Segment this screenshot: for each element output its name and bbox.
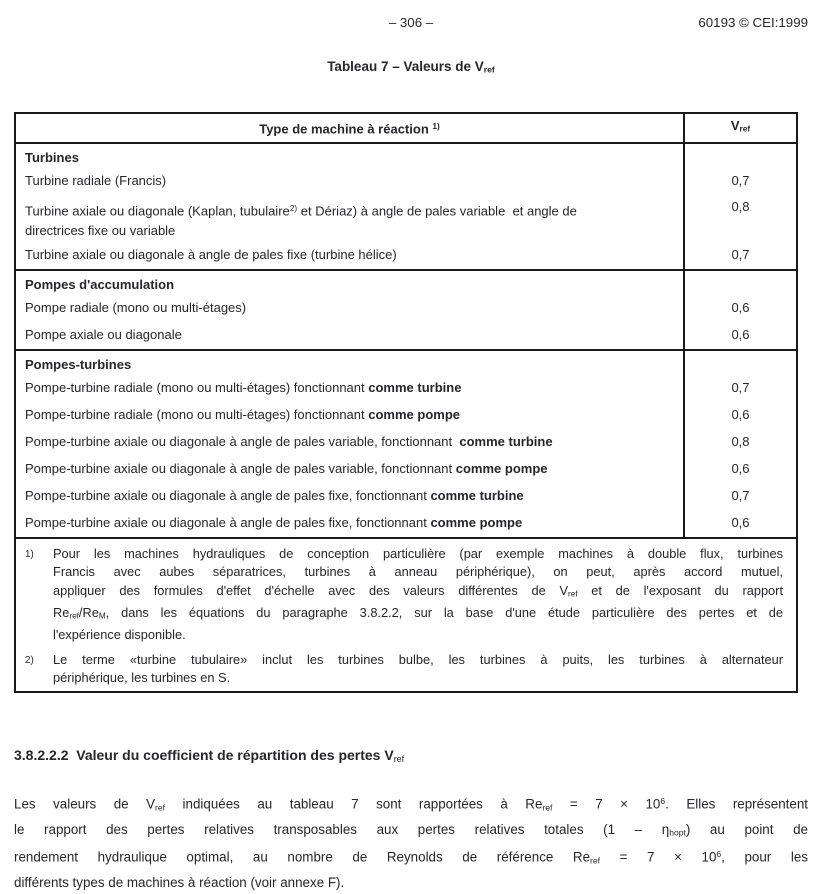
table-row xyxy=(15,483,797,510)
row-value: 0,8 xyxy=(731,433,750,449)
row-value: 0,8 xyxy=(731,199,750,215)
table-7-valeurs-vref xyxy=(14,112,798,693)
footnote-2 xyxy=(25,651,783,688)
table-row xyxy=(15,168,797,195)
table-row xyxy=(15,429,797,456)
table-row xyxy=(15,242,797,270)
row-value: 0,6 xyxy=(731,326,750,342)
column-header-vref: Vref xyxy=(684,113,797,144)
section-label: Pompes-turbines xyxy=(15,350,684,375)
table-row xyxy=(15,375,797,402)
footnote-marker: 2) xyxy=(25,654,34,666)
row-label: Pompe-turbine axiale ou diagonale à angle de pales variable, fonctionnant comme turbine xyxy=(15,429,684,456)
row-label: Pompe-turbine axiale ou diagonale à angle de pales fixe, fonctionnant comme pompe xyxy=(15,510,684,538)
row-value: 0,7 xyxy=(731,173,750,189)
section-label: Turbines xyxy=(15,143,684,168)
doc-reference: 60193 © CEI:1999 xyxy=(698,15,808,30)
row-value: 0,6 xyxy=(731,514,750,530)
row-label: Pompe radiale (mono ou multi-étages) xyxy=(15,295,684,322)
section-label: Pompes d'accumulation xyxy=(15,270,684,295)
section-value-empty xyxy=(684,350,797,375)
table-row xyxy=(15,295,797,322)
table-row xyxy=(15,456,797,483)
section-row-pompes-turbines xyxy=(15,350,797,375)
footnote-text: Le terme «turbine tubulaire» inclut les turbines bulbe, les turbines à puits, les turbines à alternateur périphérique, les turbines en S. xyxy=(53,651,783,686)
column-header-type: Type de machine à réaction $^{1)}$ xyxy=(15,113,684,144)
row-label: Pompe-turbine axiale ou diagonale à angle de pales variable, fonctionnant comme pompe xyxy=(15,456,684,483)
row-value: 0,7 xyxy=(731,487,750,503)
document-page xyxy=(14,0,808,894)
table-row xyxy=(15,402,797,429)
body-paragraph: Les valeurs de Vref indiquées au tableau 7 sont rapportées à Reref = $7 \times 10^6$. Elles représentent le rapport des pertes relatives transposables aux pertes relatives totales (1 – ηhopt) au point de rendement hydraulique optimal, au nombre de Reynolds de référence Reref = $7 \times 10^6$, pour les différents types de machines à réaction (voir annexe F). xyxy=(14,796,809,891)
row-label: Pompe-turbine axiale ou diagonale à angle de pales fixe, fonctionnant comme turbine xyxy=(15,483,684,510)
row-label: Turbine axiale ou diagonale à angle de pales fixe (turbine hélice) xyxy=(15,242,684,270)
table-row xyxy=(15,510,797,538)
section-row-turbines xyxy=(15,143,797,168)
table-header-row xyxy=(15,113,797,144)
row-label: Turbine axiale ou diagonale (Kaplan, tubulaire$^{2)}$ et Dériaz) à angle de pales variable et angle de directrices fixe ou variable xyxy=(15,195,684,242)
row-value: 0,6 xyxy=(731,406,750,422)
table-title: Tableau 7 – Valeurs de Vref xyxy=(327,59,495,75)
footnote-marker: 1) xyxy=(25,548,34,560)
page-number: – 306 – xyxy=(388,15,434,30)
page-header xyxy=(14,15,808,31)
row-label: Pompe-turbine radiale (mono ou multi-étages) fonctionnant comme pompe xyxy=(15,402,684,429)
section-heading: 3.8.2.2.2 Valeur du coefficient de répartition des pertes Vref xyxy=(14,746,405,764)
footnote-1 xyxy=(25,545,783,645)
footnotes-cell xyxy=(15,538,797,692)
row-label: Pompe-turbine radiale (mono ou multi-étages) fonctionnant comme turbine xyxy=(15,375,684,402)
section-value-empty xyxy=(684,270,797,295)
row-value: 0,7 xyxy=(731,379,750,395)
table-row xyxy=(15,322,797,350)
row-label: Turbine radiale (Francis) xyxy=(15,168,684,195)
section-row-pompes-accumulation xyxy=(15,270,797,295)
row-value: 0,6 xyxy=(731,299,750,315)
section-value-empty xyxy=(684,143,797,168)
table-row xyxy=(15,195,797,242)
footnotes-row xyxy=(15,538,797,692)
footnote-text: Pour les machines hydrauliques de conception particulière (par exemple machines à double flux, turbines Francis avec aubes séparatrices, turbines à anneau périphérique), on peut, après accord mutuel, appliquer des formules d'effet d'échelle avec des valeurs différentes de $V_{ref}$ et de l'exposant du rapport $Re_{ref}/Re_M$, dans les équations du paragraphe 3.8.2.2, sur la base d'une étude particulière des pertes et de l'expérience disponible. xyxy=(53,545,783,643)
row-value: 0,6 xyxy=(731,460,750,476)
row-value: 0,7 xyxy=(731,246,750,262)
row-label: Pompe axiale ou diagonale xyxy=(15,322,684,350)
